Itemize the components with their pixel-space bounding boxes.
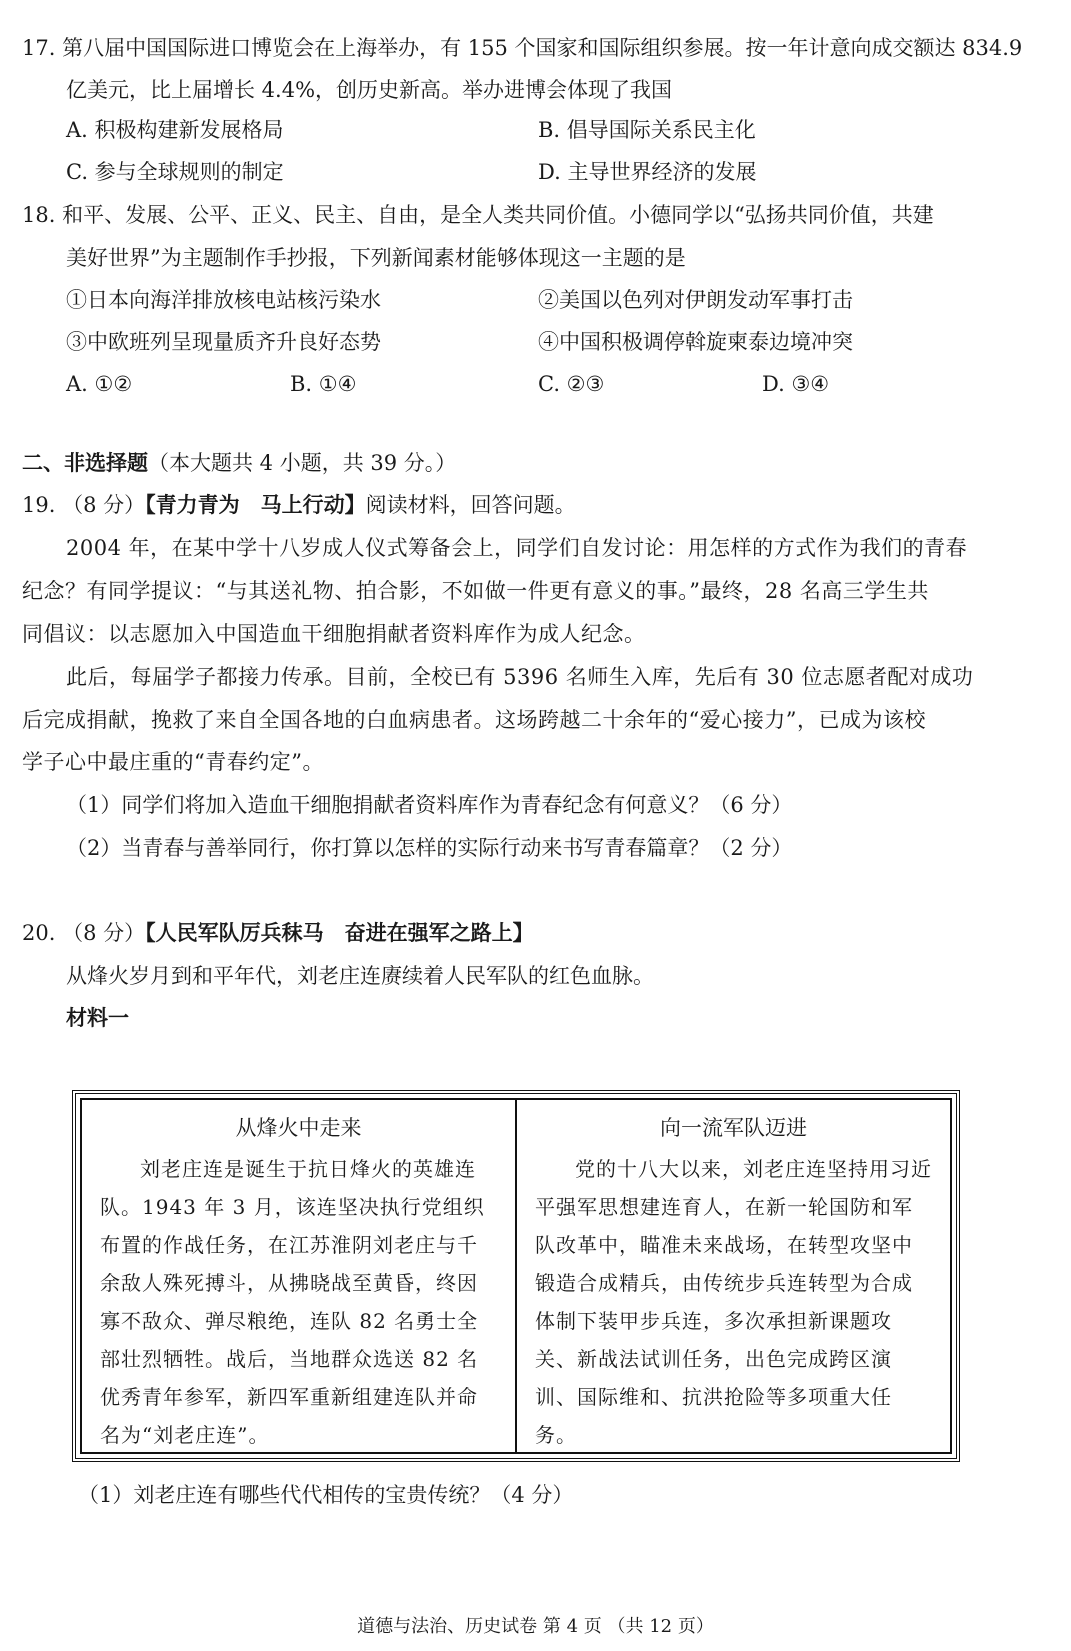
q19-instruction: 阅读材料，回答问题。 [365, 493, 576, 517]
q20-subquestion-1: （1）刘老庄连有哪些代代相传的宝贵传统？（4 分） [78, 1483, 574, 1507]
q18-stem-line1: 18. 和平、发展、公平、正义、民主、自由，是全人类共同价值。小德同学以“弘扬共同价值，共建 [22, 203, 934, 227]
q18-option-c: C. ②③ [538, 372, 605, 396]
q18-item-3: ③中欧班列呈现量质齐升良好态势 [66, 330, 381, 354]
section-title: 二、非选择题 [22, 451, 148, 475]
material-left-title: 从烽火中走来 [235, 1116, 362, 1140]
material-left-body: 刘老庄连是诞生于抗日烽火的英雄连队。1943 年 3 月，该连坚决执行党组织布置的作战任务，在江苏淮阴刘老庄与千余敌人殊死搏斗，从拂晓战至黄昏，终因寡不敌众、弹尽粮绝，连队 82 名勇士全部壮烈牺牲。战后，当地群众选送 82 名优秀青年参军，新四军重新组建连队并命名为“刘老庄连”。 [100, 1157, 485, 1447]
q19-number: 19. （8 分） [22, 493, 146, 517]
page-footer: 道德与法治、历史试卷 第 4 页 （共 12 页） [357, 1616, 714, 1637]
section-note: （本大题共 4 小题，共 39 分。） [148, 451, 457, 475]
q19-subquestion-1: （1）同学们将加入造血干细胞捐献者资料库作为青春纪念有何意义？（6 分） [66, 793, 793, 817]
q19-para2-line2: 后完成捐献，挽救了来自全国各地的白血病患者。这场跨越二十余年的“爱心接力”，已成为该校 [22, 708, 926, 732]
q17-stem-line1: 17. 第八届中国国际进口博览会在上海举办，有 155 个国家和国际组织参展。按一年计意向成交额达 834.9 [22, 36, 1023, 60]
q18-item-4: ④中国积极调停斡旋柬泰边境冲突 [538, 330, 853, 354]
q18-item-1: ①日本向海洋排放核电站核污染水 [66, 288, 381, 312]
material-right-title: 向一流军队迈进 [660, 1116, 807, 1140]
q20-title: 【人民军队厉兵秣马 奋进在强军之路上】 [145, 921, 534, 945]
q19-para2-line1: 此后，每届学子都接力传承。目前，全校已有 5396 名师生入库，先后有 30 位志愿者配对成功 [66, 665, 974, 689]
q18-item-2: ②美国以色列对伊朗发动军事打击 [538, 288, 853, 312]
material-right-cell [515, 1100, 950, 1452]
material-right-body: 党的十八大以来，刘老庄连坚持用习近平强军思想建连育人，在新一轮国防和军队改革中，瞄准未来战场，在转型攻坚中锻造合成精兵，由传统步兵连转型为合成体制下装甲步兵连，多次承担新课题攻关、新战法试训任务，出色完成跨区演训、国际维和、抗洪抢险等多项重大任务。 [535, 1157, 932, 1447]
q17-option-a: A. 积极构建新发展格局 [66, 118, 284, 142]
q18-option-d: D. ③④ [762, 372, 830, 396]
q19-para1-line3: 同倡议：以志愿加入中国造血干细胞捐献者资料库作为成人纪念。 [22, 622, 646, 646]
q18-stem-line2: 美好世界”为主题制作手抄报，下列新闻素材能够体现这一主题的是 [66, 246, 686, 270]
material-left-cell [82, 1100, 515, 1452]
q19-para1-line2: 纪念？有同学提议：“与其送礼物、拍合影，不如做一件更有意义的事。”最终，28 名高三学生共 [22, 579, 929, 603]
q19-para1-line1: 2004 年，在某中学十八岁成人仪式筹备会上，同学们自发讨论：用怎样的方式作为我们的青春 [66, 536, 968, 560]
q17-option-b: B. 倡导国际关系民主化 [538, 118, 756, 142]
q19-heading [22, 490, 576, 520]
material-label: 材料一 [66, 1006, 129, 1030]
q18-option-b: B. ①④ [290, 372, 357, 396]
q17-stem-line2: 亿美元，比上届增长 4.4%，创历史新高。举办进博会体现了我国 [66, 78, 673, 102]
q17-option-c: C. 参与全球规则的制定 [66, 160, 284, 184]
section-heading [22, 448, 456, 478]
q19-title: 【青力青为 马上行动】 [145, 493, 366, 517]
q20-number: 20. （8 分） [22, 921, 146, 945]
q17-option-d: D. 主导世界经济的发展 [538, 160, 757, 184]
q20-intro: 从烽火岁月到和平年代，刘老庄连赓续着人民军队的红色血脉。 [66, 964, 654, 988]
q18-option-a: A. ①② [66, 372, 133, 396]
q19-para2-line3: 学子心中最庄重的“青春约定”。 [22, 750, 324, 774]
q20-heading [22, 918, 534, 948]
material-table-inner [80, 1098, 952, 1454]
material-table [72, 1090, 960, 1462]
q19-subquestion-2: （2）当青春与善举同行，你打算以怎样的实际行动来书写青春篇章？（2 分） [66, 836, 793, 860]
